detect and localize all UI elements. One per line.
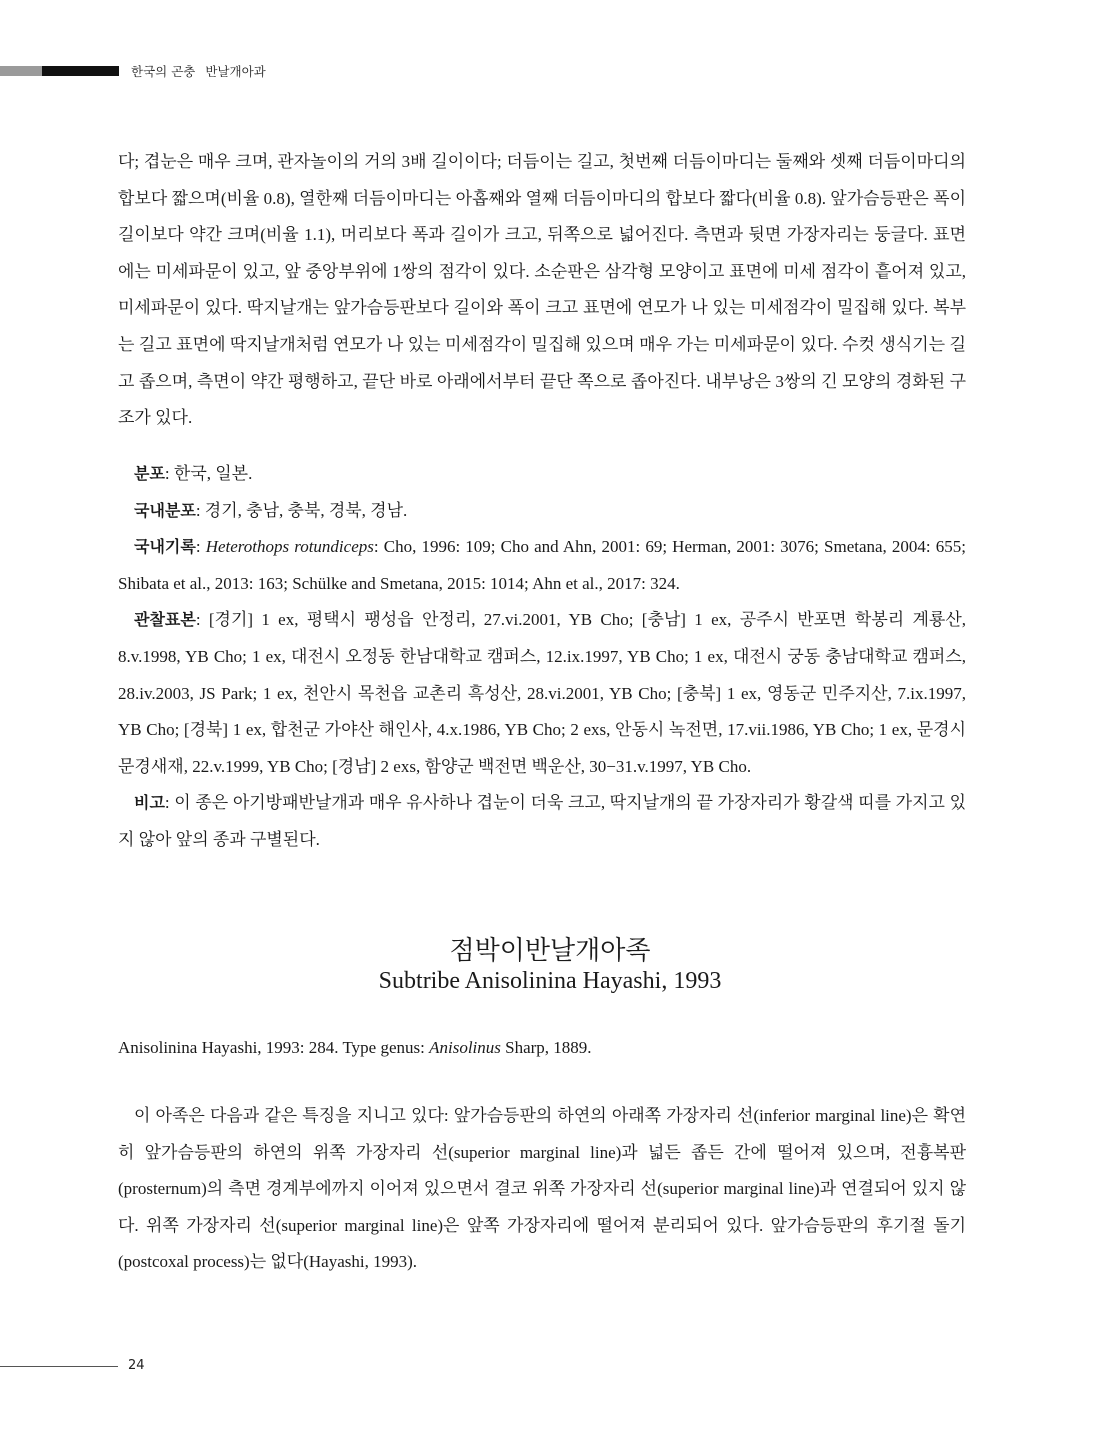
remarks-line bbox=[118, 785, 966, 858]
species-details bbox=[118, 456, 966, 859]
type-genus: Anisolinus bbox=[429, 1038, 501, 1057]
domestic-records-label: 국내기록 bbox=[134, 537, 196, 557]
domestic-records-line: 국내기록: Heterothops rotundiceps: Cho, 1996: 109; Cho and Ahn, 2001: 69; Herman, 2001: 3076; Smetana, 2004: 655; Shibata et al., 2013: 163; Schülke and Smetana, 2015: 1014; Ahn et al., 2017: 324. bbox=[118, 537, 966, 593]
subtribe-description-paragraph: 이 아족은 다음과 같은 특징을 지니고 있다: 앞가슴등판의 하연의 아래쪽 가장자리 선(inferior marginal line)은 확연히 앞가슴등판의 하연의 위쪽 가장자리 선(superior marginal line)과 넓든 좁든 간에 떨어져 있으며, 전흉복판(prosternum)의 측면 경계부에까지 이어져 있으면서 결코 위쪽 가장자리 선(superior marginal line)과 연결되어 있지 않다. 위쪽 가장자리 선(superior marginal line)은 앞쪽 가장자리에 떨어져 분리되어 있다. 앞가슴등판의 후기절 돌기(postcoxal process)는 없다(Hayashi, 1993). bbox=[118, 1106, 966, 1272]
specimens-label: 관찰표본 bbox=[134, 610, 196, 630]
specimens-text: : [경기] 1 ex, 평택시 팽성읍 안정리, 27.vi.2001, YB Cho; [충남] 1 ex, 공주시 반포면 학봉리 계룡산, 8.v.1998, YB Cho; 1 ex, 대전시 오정동 한남대학교 캠퍼스, 12.ix.1997, YB Cho; 1 ex, 대전시 궁동 충남대학교 캠퍼스, 28.iv.2003, JS Park; 1 ex, 천안시 목천읍 교촌리 흑성산, 28.vi.2001, YB Cho; [충북] 1 ex, 영동군 민주지산, 7.ix.1997, YB Cho; [경북] 1 ex, 합천군 가야산 해인사, 4.x.1986, YB Cho; 2 exs, 안동시 녹전면, 17.vii.1986, YB Cho; 1 ex, 문경시 문경새재, 22.v.1999, YB Cho; [경남] 2 exs, 함양군 백전면 백운산, 30−31.v.1997, YB Cho. bbox=[118, 610, 966, 776]
subtribe-description bbox=[118, 1098, 966, 1281]
distribution-line bbox=[118, 456, 966, 493]
synonymy-text: Anisolinina Hayashi, 1993: 284. Type genus: bbox=[118, 1038, 430, 1057]
domestic-records-species: Heterothops rotundiceps bbox=[205, 537, 374, 557]
section-title-korean: 점박이반날개아족 bbox=[449, 936, 651, 965]
remarks-label: 비고 bbox=[134, 793, 165, 813]
page-number: 24 bbox=[128, 1358, 145, 1373]
domestic-distribution-label: 국내분포 bbox=[134, 500, 196, 520]
footer-rule bbox=[0, 1366, 118, 1367]
synonymy-line bbox=[118, 1038, 592, 1058]
domestic-distribution-text: : 경기, 충남, 충북, 경북, 경남. bbox=[195, 500, 408, 520]
distribution-label: 분포 bbox=[134, 464, 165, 483]
type-genus-author: Sharp, 1889. bbox=[500, 1038, 592, 1057]
header-bar-gray bbox=[0, 66, 42, 76]
section-title-english: Subtribe Anisolinina Hayashi, 1993 bbox=[378, 968, 722, 994]
header-book-title: 한국의 곤충 bbox=[131, 64, 196, 79]
header-bar-black bbox=[42, 66, 119, 76]
distribution-text: : 한국, 일본. bbox=[164, 464, 253, 483]
specimens-line bbox=[118, 602, 966, 785]
running-header bbox=[131, 62, 266, 80]
remarks-text: : 이 종은 아기방패반날개과 매우 유사하나 겹눈이 더욱 크고, 딱지날개의 끝 가장자리가 황갈색 띠를 가지고 있지 않아 앞의 종과 구별된다. bbox=[118, 793, 966, 849]
description-paragraph: 다; 겹눈은 매우 크며, 관자놀이의 거의 3배 길이이다; 더듬이는 길고, 첫번째 더듬이마디는 둘째와 셋째 더듬이마디의 합보다 짧으며(비율 0.8), 열한째 더듬이마디는 아홉째와 열째 더듬이마디의 합보다 짧다(비율 0.8). 앞가슴등판은 폭이 길이보다 약간 크며(비율 1.1), 머리보다 폭과 길이가 크고, 뒤쪽으로 넓어진다. 측면과 뒷면 가장자리는 둥글다. 표면에는 미세파문이 있고, 앞 중앙부위에 1쌍의 점각이 있다. 소순판은 삼각형 모양이고 표면에 미세 점각이 흩어져 있고, 미세파문이 있다. 딱지날개는 앞가슴등판보다 길이와 폭이 크고 표면에 연모가 나 있는 미세점각이 밀집해 있다. 복부는 길고 표면에 딱지날개처럼 연모가 나 있는 미세점각이 밀집해 있으며 매우 가는 미세파문이 있다. 수컷 생식기는 길고 좁으며, 측면이 약간 평행하고, 끝단 바로 아래에서부터 끝단 쪽으로 좁아진다. 내부낭은 3쌍의 긴 모양의 경화된 구조가 있다. bbox=[118, 152, 966, 428]
domestic-records-text: : Cho, 1996: 109; Cho and Ahn, 2001: 69; Herman, 2001: 3076; Smetana, 2004: 655; Shibata et al., 2013: 163; Schülke and Smetana, 2015: 1014; Ahn et al., 2017: 324. bbox=[118, 537, 966, 593]
species-description bbox=[118, 144, 966, 437]
header-chapter-title: 반날개아과 bbox=[205, 64, 266, 79]
domestic-distribution-line bbox=[118, 493, 966, 530]
